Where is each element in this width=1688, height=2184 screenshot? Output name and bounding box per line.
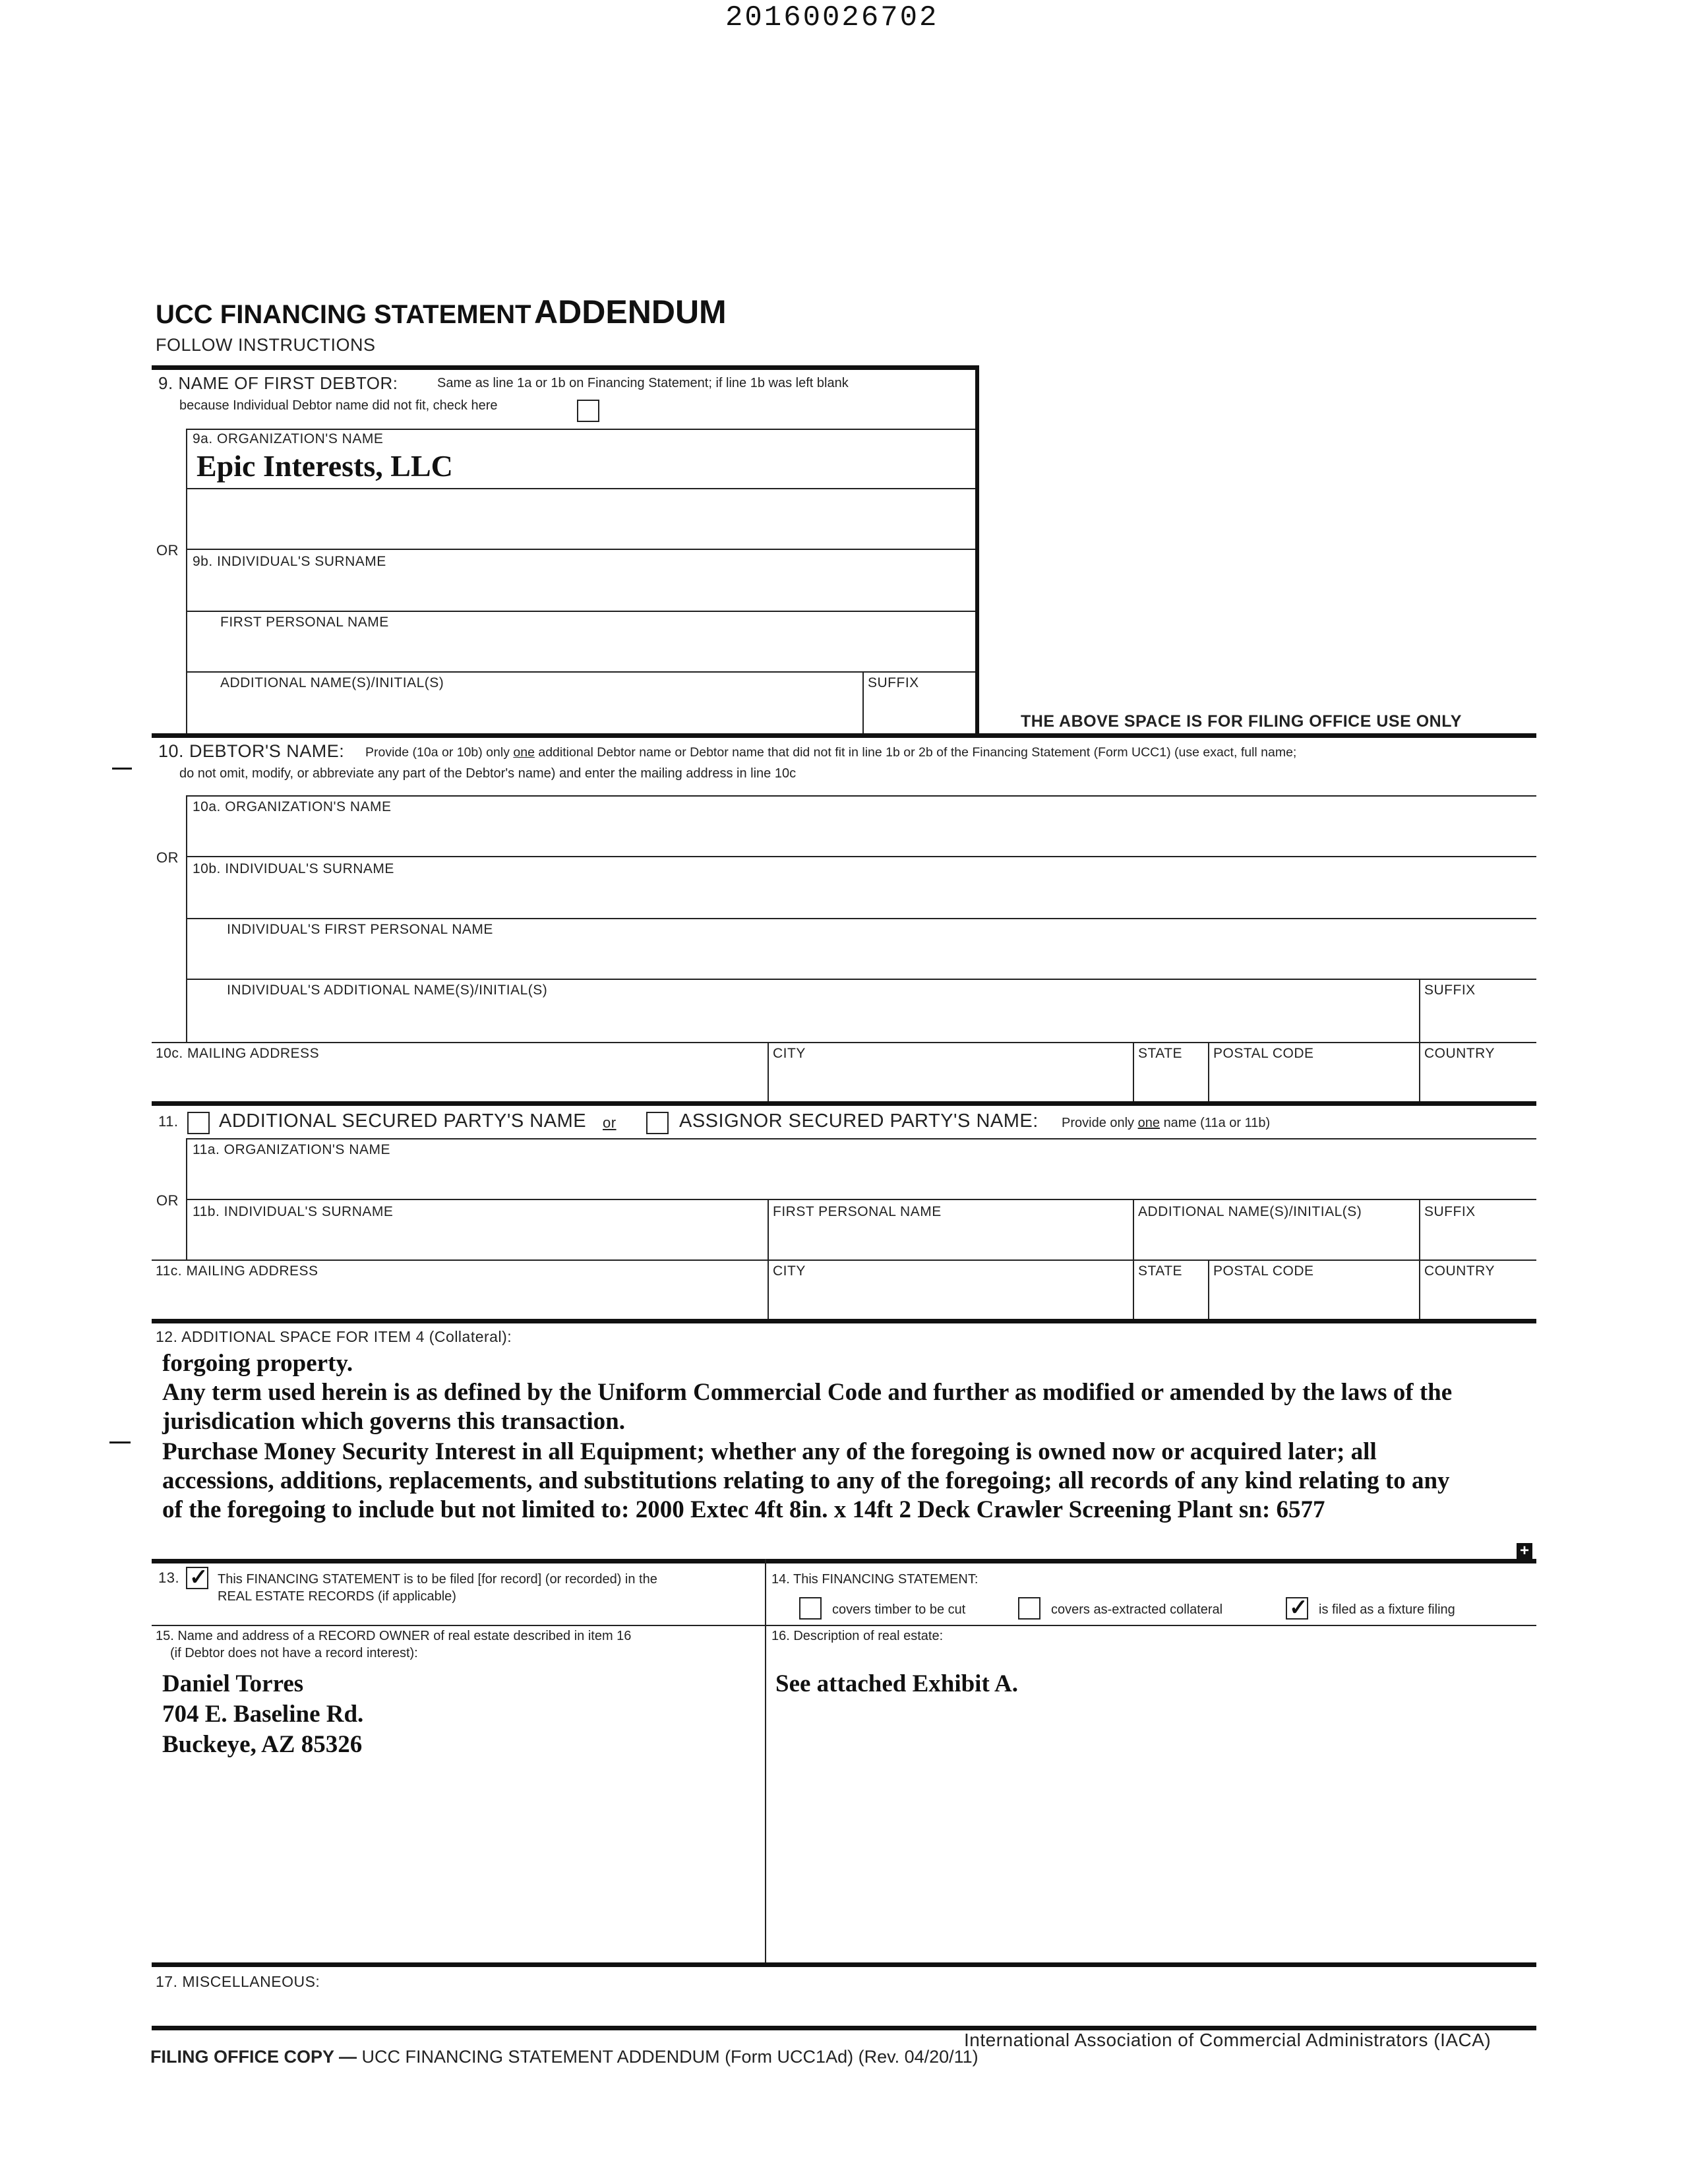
item10-label: 10. DEBTOR'S NAME: xyxy=(158,741,345,761)
item9b-label: 9b. INDIVIDUAL'S SURNAME xyxy=(193,554,386,569)
item11-left-rule xyxy=(186,1138,187,1200)
item11-number: 11. xyxy=(158,1113,179,1130)
item11c-postal-label: POSTAL CODE xyxy=(1213,1263,1314,1279)
footer-copy-label: FILING OFFICE COPY — xyxy=(150,2047,357,2067)
item10c-country-label: COUNTRY xyxy=(1424,1046,1495,1061)
item11c-mailing-label: 11c. MAILING ADDRESS xyxy=(156,1263,318,1279)
record-owner-city[interactable]: Buckeye, AZ 85326 xyxy=(162,1731,363,1758)
filing-office-note: THE ABOVE SPACE IS FOR FILING OFFICE USE ONLY xyxy=(1021,712,1462,731)
margin-dash-2 xyxy=(109,1441,131,1443)
item11-note-a: Provide only xyxy=(1062,1116,1135,1130)
item16-label: 16. Description of real estate: xyxy=(771,1629,944,1643)
item10-note-line2: do not omit, modify, or abbreviate any part of the Debtor's name) and enter the mailing address in line 10c xyxy=(179,766,797,781)
item9-first-name-label: FIRST PERSONAL NAME xyxy=(220,615,389,630)
item11c-postal-divider xyxy=(1208,1259,1209,1320)
item11c-state-label: STATE xyxy=(1138,1263,1183,1279)
item11-additional-label: ADDITIONAL SECURED PARTY'S NAME xyxy=(219,1110,587,1132)
item10c-state-label: STATE xyxy=(1138,1046,1183,1061)
item9-top-border xyxy=(152,365,979,370)
item14-label: 14. This FINANCING STATEMENT: xyxy=(771,1572,979,1587)
item9a-label: 9a. ORGANIZATION'S NAME xyxy=(193,431,384,446)
item11c-top-line xyxy=(152,1259,1536,1261)
item9-row-line1 xyxy=(186,488,975,489)
item11c-city-divider xyxy=(768,1259,769,1320)
item10c-city-divider xyxy=(768,1042,769,1103)
item10c-city-label: CITY xyxy=(773,1046,806,1061)
item11b-first-label: FIRST PERSONAL NAME xyxy=(773,1204,942,1219)
item10c-top-line xyxy=(152,1042,1536,1043)
item10a-label: 10a. ORGANIZATION'S NAME xyxy=(193,799,392,814)
item14-fixture-label: is filed as a fixture filing xyxy=(1319,1602,1455,1617)
item11-note-b: name (11a or 11b) xyxy=(1163,1116,1271,1130)
item9-suffix-label: SUFFIX xyxy=(868,675,919,690)
item11-or-word: or xyxy=(603,1114,617,1131)
item11-assignor-label: ASSIGNOR SECURED PARTY'S NAME: xyxy=(679,1110,1039,1132)
item17-label: 17. MISCELLANEOUS: xyxy=(156,1973,320,1990)
item13-checkbox[interactable] xyxy=(186,1567,208,1589)
item10-note-line1 xyxy=(365,745,1296,760)
item9a-org-value[interactable]: Epic Interests, LLC xyxy=(196,449,453,483)
item14-fixture-checkbox[interactable] xyxy=(1286,1597,1308,1620)
margin-dash-1 xyxy=(112,768,132,770)
item13-line2: REAL ESTATE RECORDS (if applicable) xyxy=(218,1589,456,1604)
item9-or: OR xyxy=(156,542,179,559)
item10-row-line3 xyxy=(186,979,1536,980)
item11-or: OR xyxy=(156,1192,179,1209)
item9-note-line1: Same as line 1a or 1b on Financing Statement; if line 1b was left blank xyxy=(437,376,849,390)
item12-label: 12. ADDITIONAL SPACE FOR ITEM 4 (Collateral): xyxy=(156,1328,512,1345)
item9-checkbox[interactable] xyxy=(577,400,599,422)
item11b-label: 11b. INDIVIDUAL'S SURNAME xyxy=(193,1204,394,1219)
item11-note xyxy=(1062,1116,1270,1131)
item15-label-line2: (if Debtor does not have a record interest): xyxy=(170,1646,418,1660)
item11-top-border xyxy=(152,1101,1536,1106)
footer-form-line xyxy=(150,2047,979,2067)
form-title xyxy=(156,293,727,331)
footer-iaca: International Association of Commercial Administrators (IACA) xyxy=(964,2030,1492,2050)
item10-note-one: one xyxy=(513,745,535,760)
item14-timber-checkbox[interactable] xyxy=(799,1597,822,1620)
item13-line1: This FINANCING STATEMENT is to be filed [for record] (or recorded) in the xyxy=(218,1572,657,1587)
item10-left-rule xyxy=(186,795,187,1043)
collateral-line: Any term used herein is as defined by the Uniform Commercial Code and further as modified or amended by the laws of the xyxy=(162,1379,1453,1406)
item11-row-line1 xyxy=(186,1199,1536,1200)
item9-row-line2 xyxy=(186,549,975,550)
item9-row-line3 xyxy=(186,611,975,612)
item10-or: OR xyxy=(156,849,179,866)
item9-right-border xyxy=(975,365,979,735)
item10-suffix-label: SUFFIX xyxy=(1424,983,1476,998)
item15-label-line1: 15. Name and address of a RECORD OWNER of real estate described in item 16 xyxy=(156,1629,632,1643)
form-title-main: UCC FINANCING STATEMENT xyxy=(156,300,531,329)
item13-top-border xyxy=(152,1559,1536,1563)
real-estate-description[interactable]: See attached Exhibit A. xyxy=(775,1670,1018,1697)
item10-suffix-divider xyxy=(1419,979,1420,1043)
item11b-additional-label: ADDITIONAL NAME(S)/INITIAL(S) xyxy=(1138,1204,1362,1219)
collateral-line: accessions, additions, replacements, and substitutions relating to any of the foregoing; all records of any kind relating to any xyxy=(162,1467,1450,1494)
item9-left-rule xyxy=(186,429,187,735)
item11c-country-divider xyxy=(1419,1259,1420,1320)
document-number: 20160026702 xyxy=(725,1,939,34)
item11c-city-label: CITY xyxy=(773,1263,806,1279)
record-owner-name[interactable]: Daniel Torres xyxy=(162,1670,304,1697)
item17-top-border xyxy=(152,1962,1536,1967)
item10b-label: 10b. INDIVIDUAL'S SURNAME xyxy=(193,861,394,876)
item11b-suffix-divider xyxy=(1419,1199,1420,1261)
item11c-country-label: COUNTRY xyxy=(1424,1263,1495,1279)
item11b-left-rule xyxy=(186,1199,187,1261)
item9-row-line4 xyxy=(186,671,975,673)
item9-additional-name-label: ADDITIONAL NAME(S)/INITIAL(S) xyxy=(220,675,444,690)
item10-additional-name-label: INDIVIDUAL'S ADDITIONAL NAME(S)/INITIAL(S) xyxy=(227,983,548,998)
record-owner-street[interactable]: 704 E. Baseline Rd. xyxy=(162,1701,364,1728)
item10-divider xyxy=(186,795,1536,797)
footer-form-text: UCC FINANCING STATEMENT ADDENDUM (Form UCC1Ad) (Rev. 04/20/11) xyxy=(361,2047,979,2067)
item10-top-border xyxy=(152,733,1536,738)
item10-first-name-label: INDIVIDUAL'S FIRST PERSONAL NAME xyxy=(227,922,493,937)
collateral-line: jurisdication which governs this transaction. xyxy=(162,1408,626,1435)
item14-extracted-label: covers as-extracted collateral xyxy=(1051,1602,1223,1617)
item11b-additional-divider xyxy=(1133,1199,1134,1261)
item9-label: 9. NAME OF FIRST DEBTOR: xyxy=(158,373,398,393)
item10c-state-divider xyxy=(1133,1042,1134,1103)
item11a-label: 11a. ORGANIZATION'S NAME xyxy=(193,1142,390,1157)
item10c-mailing-label: 10c. MAILING ADDRESS xyxy=(156,1046,320,1061)
item11-note-one: one xyxy=(1137,1116,1160,1130)
item10c-postal-label: POSTAL CODE xyxy=(1213,1046,1314,1061)
item9-suffix-divider xyxy=(862,671,864,735)
expand-plus-icon[interactable]: + xyxy=(1517,1543,1532,1559)
collateral-line: forgoing property. xyxy=(162,1350,353,1377)
item12-top-border xyxy=(152,1319,1536,1323)
item13-number: 13. xyxy=(158,1569,180,1586)
collateral-line: of the foregoing to include but not limited to: 2000 Extec 4ft 8in. x 14ft 2 Deck Crawler Screening Plant sn: 6577 xyxy=(162,1496,1325,1523)
item10-row-line2 xyxy=(186,918,1536,919)
item13-14-divider xyxy=(765,1559,766,1964)
item10c-country-divider xyxy=(1419,1042,1420,1103)
item11-divider xyxy=(186,1138,1536,1139)
item11b-first-divider xyxy=(768,1199,769,1261)
item11b-suffix-label: SUFFIX xyxy=(1424,1204,1476,1219)
item10-note-b: additional Debtor name or Debtor name that did not fit in line 1b or 2b of the Financing Statement (Form UCC1) (use exact, full name; xyxy=(538,745,1297,760)
form-title-emphasis: ADDENDUM xyxy=(534,293,727,330)
item9-note-line2: because Individual Debtor name did not fit, check here xyxy=(179,398,498,413)
item11c-state-divider xyxy=(1133,1259,1134,1320)
collateral-line: Purchase Money Security Interest in all Equipment; whether any of the foregoing is owned now or acquired later; all xyxy=(162,1438,1377,1465)
item10c-postal-divider xyxy=(1208,1042,1209,1103)
follow-instructions: FOLLOW INSTRUCTIONS xyxy=(156,335,376,355)
item10-note-a: Provide (10a or 10b) only xyxy=(365,745,510,760)
item14-extracted-checkbox[interactable] xyxy=(1018,1597,1040,1620)
item14-timber-label: covers timber to be cut xyxy=(832,1602,966,1617)
item10-row-line1 xyxy=(186,856,1536,857)
item11-additional-checkbox[interactable] xyxy=(187,1112,210,1134)
item11-assignor-checkbox[interactable] xyxy=(646,1112,669,1134)
item15-top-line xyxy=(152,1625,1536,1626)
item9-divider xyxy=(186,429,975,430)
